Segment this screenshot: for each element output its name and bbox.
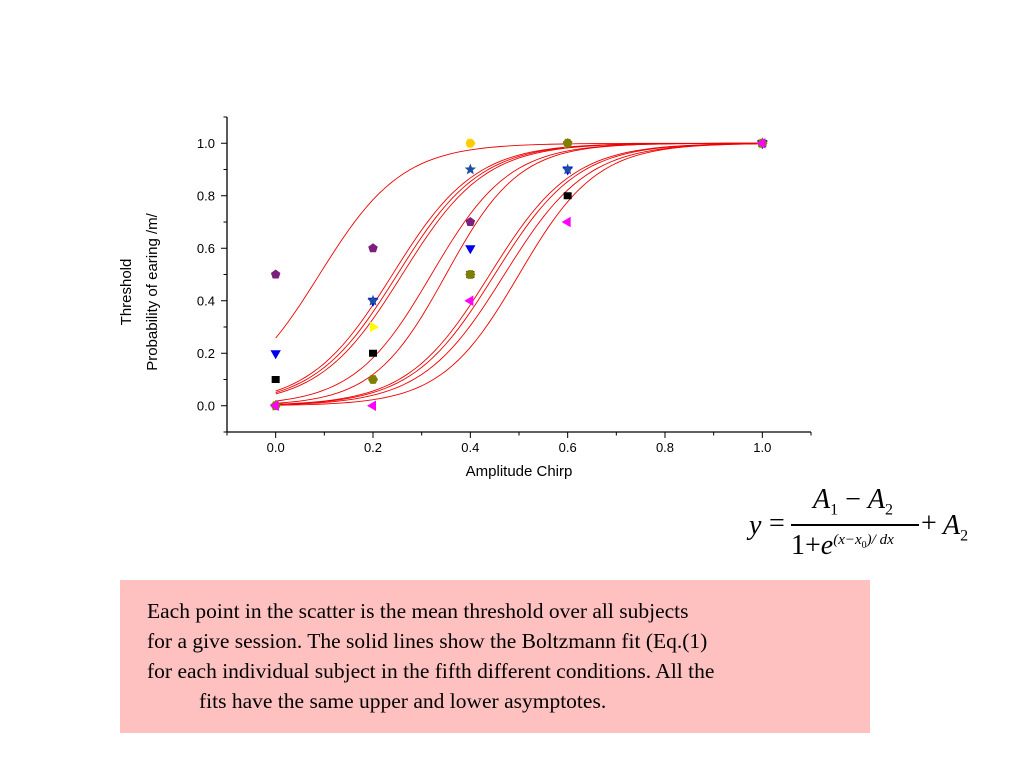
caption-line-2: for a give session. The solid lines show the Boltzmann fit (Eq.(1): [147, 629, 708, 653]
triangle-down-marker: [465, 245, 475, 254]
equation-equals: =: [769, 508, 785, 539]
equation-a1: A: [813, 484, 831, 515]
equation-a2: [943, 510, 968, 546]
caption-line-1: Each point in the scatter is the mean threshold over all subjects: [147, 599, 689, 623]
x-tick-label: 0.8: [655, 440, 675, 455]
y-tick-label: 0.4: [196, 293, 215, 309]
equation-exponent-head: (x−x: [833, 531, 862, 548]
x-tick-label: 1.0: [753, 440, 772, 455]
equation-e: e: [820, 530, 834, 561]
equation-lhs: y: [749, 510, 762, 541]
y-tick-label: 0.2: [196, 345, 215, 361]
x-tick-label: 0.4: [461, 440, 480, 455]
equation-den-one: 1+: [791, 530, 821, 561]
square-marker: [272, 376, 280, 383]
fit-curve: [276, 143, 763, 391]
pentagon-marker: [271, 270, 281, 279]
tick-labels: [197, 136, 771, 455]
star-marker: [465, 164, 476, 175]
equation-a2-letter: A: [943, 510, 961, 541]
equation-numerator: [813, 484, 893, 520]
y-tick-label: 1.0: [196, 135, 215, 151]
caption-line-4: fits have the same upper and lower asymptotes.: [199, 689, 607, 713]
equation-a2-num: A: [867, 484, 886, 515]
square-marker: [564, 192, 572, 199]
y-tick-label: 0.8: [196, 188, 215, 204]
pentagon-marker: [368, 243, 378, 252]
y-tick-label: 0.0: [196, 398, 215, 414]
y-axis-title-line1: Threshold: [118, 258, 135, 326]
fit-curve: [276, 143, 763, 338]
triangle-left-marker: [562, 217, 571, 227]
equation-exponent-tail: )/ dx: [866, 531, 894, 548]
x-tick-label: 0.0: [266, 440, 285, 455]
equation-plus: +: [921, 508, 937, 539]
equation-minus: −: [838, 484, 868, 515]
equation-a2-sub: 2: [960, 527, 969, 545]
square-marker: [369, 350, 377, 357]
equation-a1-sub: 1: [830, 501, 839, 519]
x-axis-title: Amplitude Chirp: [465, 463, 573, 480]
x-tick-label: 0.2: [363, 440, 383, 455]
x-tick-label: 0.6: [558, 440, 577, 455]
equation-exponent-sub: 0: [861, 539, 867, 551]
triangle-down-marker: [270, 350, 280, 359]
equation-exponent: [833, 531, 894, 551]
y-tick-label: 0.6: [196, 240, 215, 256]
circle-marker: [466, 139, 475, 148]
triangle-right-marker: [370, 322, 379, 332]
fraction-bar: [791, 524, 919, 526]
fit-curves: [276, 143, 763, 405]
fit-curve: [276, 144, 763, 405]
triangle-left-marker: [367, 401, 376, 411]
equation-denominator: [791, 530, 894, 562]
chart-axes: [221, 117, 811, 438]
fit-curve: [276, 143, 763, 403]
fit-curve: [276, 143, 763, 392]
y-axis-title-line2: Probability of earing /m/: [144, 213, 161, 371]
caption-box: [120, 580, 870, 733]
boltzmann-equation: [745, 482, 985, 572]
triangle-left-marker: [464, 296, 473, 306]
fit-curve: [276, 143, 763, 401]
fit-curve: [276, 143, 763, 394]
caption-line-3: for each individual subject in the fifth different conditions. All the: [147, 659, 715, 683]
equation-a2-num-sub: 2: [885, 501, 894, 519]
